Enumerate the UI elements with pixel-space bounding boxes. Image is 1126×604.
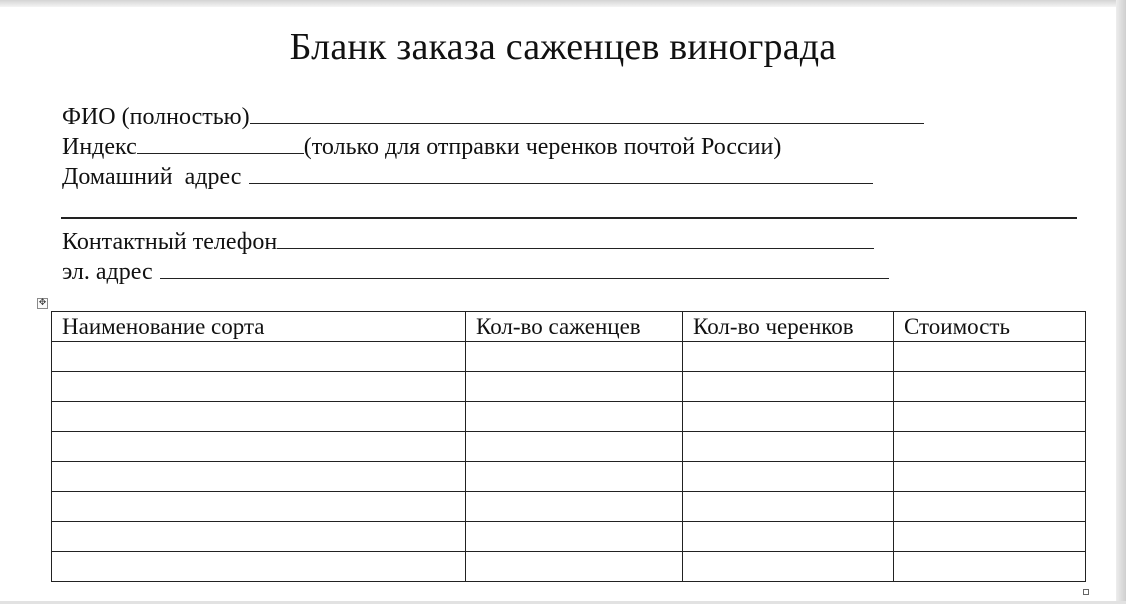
- resize-square-icon[interactable]: [1083, 589, 1089, 595]
- table-row: [52, 522, 1086, 552]
- table-row: [52, 402, 1086, 432]
- phone-line: [62, 224, 874, 257]
- table-cell[interactable]: [52, 342, 466, 372]
- table-row: [52, 552, 1086, 582]
- index-line: [62, 129, 781, 162]
- table-cell[interactable]: [683, 372, 894, 402]
- table-cell[interactable]: [466, 552, 683, 582]
- table-row: [52, 372, 1086, 402]
- table-cell[interactable]: [894, 462, 1086, 492]
- table-cell[interactable]: [683, 522, 894, 552]
- table-cell[interactable]: [52, 432, 466, 462]
- fio-field[interactable]: [250, 99, 924, 124]
- phone-field[interactable]: [277, 224, 874, 249]
- table-row: [52, 342, 1086, 372]
- table-cell[interactable]: [466, 402, 683, 432]
- email-field[interactable]: [160, 254, 889, 279]
- table-cell[interactable]: [466, 372, 683, 402]
- table-cell[interactable]: [52, 402, 466, 432]
- table-header-row: [52, 312, 1086, 342]
- column-header: Кол-во саженцев: [466, 312, 683, 342]
- table-cell[interactable]: [683, 342, 894, 372]
- page-edge-top: [0, 0, 1126, 7]
- table-cell[interactable]: [466, 522, 683, 552]
- table-cell[interactable]: [683, 402, 894, 432]
- table-cell[interactable]: [683, 552, 894, 582]
- table-row: [52, 492, 1086, 522]
- table-cell[interactable]: [894, 432, 1086, 462]
- index-note: (только для отправки черенков почтой России): [303, 134, 782, 160]
- table-cell[interactable]: [683, 462, 894, 492]
- order-table: [51, 311, 1086, 582]
- move-arrows-icon[interactable]: ✥: [38, 298, 47, 308]
- address-line: [62, 159, 873, 192]
- table-cell[interactable]: [52, 492, 466, 522]
- table-cell[interactable]: [894, 522, 1086, 552]
- table-cell[interactable]: [466, 342, 683, 372]
- table-cell[interactable]: [466, 462, 683, 492]
- address-field[interactable]: [249, 159, 873, 184]
- address-continuation-line[interactable]: [61, 217, 1077, 219]
- table-cell[interactable]: [52, 522, 466, 552]
- address-label: Домашний адрес: [62, 164, 242, 190]
- column-header: Наименование сорта: [52, 312, 466, 342]
- table-cell[interactable]: [894, 492, 1086, 522]
- table-cell[interactable]: [52, 552, 466, 582]
- fio-label: ФИО (полностью): [62, 104, 250, 130]
- email-line: [62, 254, 889, 287]
- fio-line: [62, 99, 924, 132]
- table-cell[interactable]: [683, 432, 894, 462]
- column-header: Кол-во черенков: [683, 312, 894, 342]
- table-row: [52, 432, 1086, 462]
- table-cell[interactable]: [894, 372, 1086, 402]
- email-label: эл. адрес: [62, 259, 153, 285]
- table-cell[interactable]: [894, 552, 1086, 582]
- phone-label: Контактный телефон: [62, 229, 278, 255]
- document-title: Бланк заказа саженцев винограда: [289, 26, 837, 68]
- table-cell[interactable]: [52, 462, 466, 492]
- page-edge-right: [1116, 0, 1126, 604]
- table-row: [52, 462, 1086, 492]
- table-cell[interactable]: [683, 492, 894, 522]
- column-header: Стоимость: [894, 312, 1086, 342]
- table-cell[interactable]: [466, 432, 683, 462]
- table-cell[interactable]: [894, 402, 1086, 432]
- table-cell[interactable]: [466, 492, 683, 522]
- table-cell[interactable]: [52, 372, 466, 402]
- index-label: Индекс: [62, 134, 137, 160]
- table-cell[interactable]: [894, 342, 1086, 372]
- index-field[interactable]: [137, 129, 304, 154]
